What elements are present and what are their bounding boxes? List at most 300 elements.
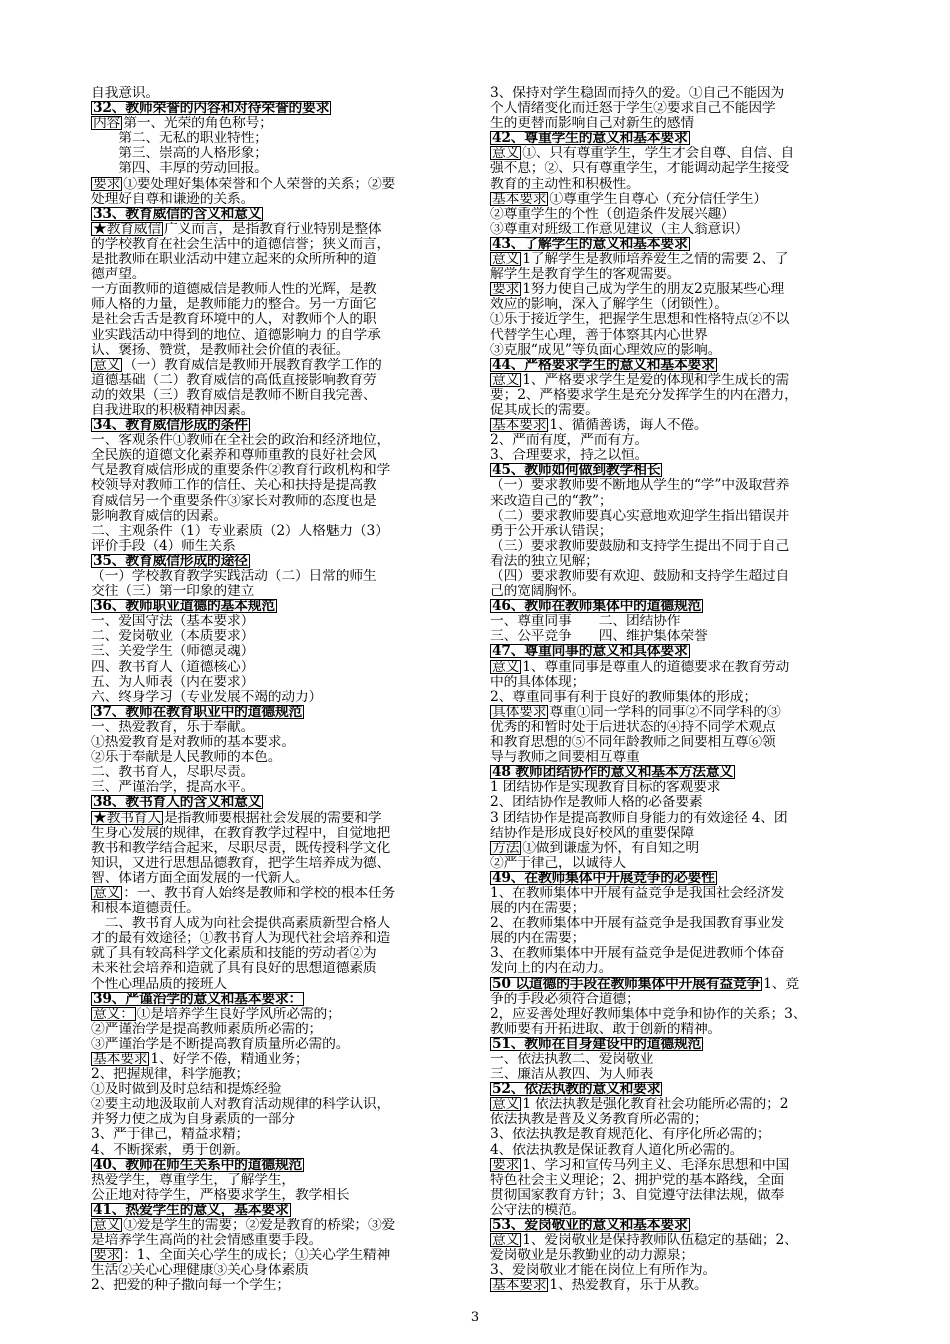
text-line — [490, 1278, 860, 1293]
section-heading — [91, 1158, 466, 1173]
line-text: 一、客观条件①教师在全社会的政治和经济地位， — [91, 433, 391, 449]
text-line — [91, 539, 466, 554]
text-line — [91, 494, 466, 509]
text-line — [91, 1188, 466, 1203]
section-heading — [91, 795, 466, 810]
line-text: ①热爱教育是对教师的基本要求。 — [91, 735, 295, 751]
text-line — [490, 826, 860, 841]
text-line — [91, 312, 466, 327]
line-text: 和根本道德责任。 — [91, 901, 200, 917]
line-text: 1、学习和宣传马列主义、毛泽东思想和中国 — [522, 1157, 790, 1173]
text-line — [490, 222, 860, 237]
line-text: 结协作是形成良好校风的重要保障 — [490, 825, 694, 841]
text-line — [91, 629, 466, 644]
text-line — [490, 101, 860, 116]
text-line — [91, 1127, 466, 1142]
text-line — [490, 509, 860, 524]
line-text: 要；2、严格要求学生是充分发挥学生的内在潜力， — [490, 387, 798, 403]
text-line — [490, 86, 860, 101]
text-line — [490, 841, 860, 856]
text-line — [490, 1158, 860, 1173]
heading-box: 50 以道德的手段在教师集体中开展有益竞争 — [492, 976, 761, 992]
label-box: 具体要求 — [492, 704, 547, 720]
label-box: 基本要求 — [492, 1278, 547, 1294]
text-line — [490, 161, 860, 176]
section-heading — [91, 554, 466, 569]
line-text: 一、依法执教二、爱岗敬业 — [490, 1052, 654, 1067]
heading-box: 33、教育威信的含义和意义 — [93, 206, 262, 222]
line-text: 1努力使自己成为学生的朋友2克服某些心理 — [522, 282, 785, 298]
label-box: 意义 — [492, 1233, 520, 1249]
line-text: ①、只有尊重学生，学生才会自尊、自信、自 — [522, 146, 795, 162]
text-line — [91, 1248, 466, 1263]
text-line — [490, 660, 860, 675]
heading-box: 41、热爱学生的意义，基本要求 — [93, 1202, 289, 1218]
text-line — [91, 358, 466, 373]
text-line — [91, 871, 466, 886]
heading-box: 44、严格要求学生的意义和基本要求 — [492, 357, 715, 373]
text-line — [91, 584, 466, 599]
line-text: （一）要求教师要不断地从学生的“学”中汲取营养 — [490, 478, 790, 494]
text-line — [490, 433, 860, 448]
line-text: ①是培养学生良好学风所必需的； — [136, 1006, 341, 1022]
line-text: 气是教育威信形成的重要条件②教育行政机构和学 — [91, 463, 391, 479]
text-line — [91, 614, 466, 629]
text-line — [490, 1067, 860, 1082]
line-text: 争的手段必须符合道德； — [490, 991, 640, 1007]
text-line — [490, 735, 860, 750]
line-text: ：1、全面关心学生的成长；①关心学生精神 — [123, 1248, 391, 1264]
line-text: ：一、教书育人始终是教师和学校的根本任务 — [123, 885, 396, 901]
line-text: 评价手段（4）师生关系 — [91, 538, 236, 554]
line-text: 未来社会培养和造就了具有良好的思想道德素质 — [91, 961, 377, 977]
line-text: 自我意识。 — [91, 86, 159, 101]
text-line — [91, 1218, 466, 1233]
line-text: 3、严于律己，精益求精； — [91, 1127, 250, 1143]
line-text: 生身心发展的规律，在教育教学过程中，自觉地把 — [91, 825, 391, 841]
text-line — [490, 1248, 860, 1263]
line-text: 动的效果（三）教育威信是教师不断自我完善、 — [91, 387, 377, 403]
line-text: 三、廉洁从教四、为人师表 — [490, 1067, 654, 1083]
text-line — [490, 750, 860, 765]
text-line — [91, 1097, 466, 1112]
text-line — [490, 946, 860, 961]
heading-box: 42、尊重学生的意义和基本要求 — [492, 131, 688, 147]
line-text: 生活②关心心理健康③关心身体素质 — [91, 1263, 309, 1279]
line-text: 教师要有开拓进取、敢于创新的精神。 — [490, 1021, 722, 1037]
text-line — [91, 841, 466, 856]
section-heading — [490, 358, 860, 373]
line-text: ③克服“成见”等负面心理效应的影响。 — [490, 342, 722, 358]
line-text: 公守法的模范。 — [490, 1202, 586, 1218]
text-line — [490, 282, 860, 297]
line-text: 二、爱岗敬业（本质要求） — [91, 629, 255, 645]
line-text: 三、公平竞争 四、维护集体荣誉 — [490, 629, 708, 645]
section-heading — [490, 1037, 860, 1052]
text-line — [91, 765, 466, 780]
line-text: 是社会舌舌是教育环境中的人，对教师个人的职 — [91, 312, 377, 328]
line-text: ①尊重学生自尊心（充分信任学生） — [549, 191, 767, 207]
line-text: 第一、光荣的角色称号； — [123, 116, 273, 132]
line-text: 看法的独立见解； — [490, 553, 599, 569]
line-text: 1 团结协作是实现教育目标的客观要求 — [490, 780, 721, 796]
label-box: 内容 — [93, 116, 121, 132]
line-text: 个人情绪变化而迁怒于学生②要求自己不能因学 — [490, 101, 776, 117]
text-line — [91, 826, 466, 841]
section-heading — [490, 131, 860, 146]
line-text: 展的内在需要； — [490, 931, 586, 947]
text-line — [91, 931, 466, 946]
heading-box: 43、了解学生的意义和基本要求 — [492, 236, 688, 252]
line-text: 三、关爱学生（师德灵魂） — [91, 644, 255, 660]
text-line — [91, 946, 466, 961]
label-box: 意义： — [93, 1006, 134, 1022]
text-line — [91, 524, 466, 539]
label-box: 意义 — [492, 372, 520, 388]
text-line — [91, 252, 466, 267]
line-text: 二、主观条件（1）专业素质（2）人格魅力（3） — [91, 523, 389, 539]
line-text: 1、循循善诱，诲人不倦。 — [549, 418, 708, 434]
text-line — [490, 1112, 860, 1127]
heading-box: 38、教书育人的含义和意义 — [93, 795, 262, 811]
section-heading — [91, 705, 466, 720]
text-line — [91, 675, 466, 690]
label-box: 要求 — [93, 176, 121, 192]
label-box: 意义 — [93, 357, 121, 373]
line-text: 贯彻国家教育方针；3、自觉遵守法律法规，做奉 — [490, 1187, 785, 1203]
heading-box: 49、在教师集体中开展竞争的必要性 — [492, 870, 715, 886]
line-text: 自我进取的积极精神因素。 — [91, 402, 255, 418]
text-line — [490, 1143, 860, 1158]
line-text: 一、热爱教育，乐于奉献。 — [91, 719, 255, 735]
text-line — [91, 811, 466, 826]
line-text: 校领导对教师工作的信任、关心和扶持是提高教 — [91, 478, 377, 494]
label-box: 基本要求 — [93, 1052, 148, 1067]
section-heading — [490, 765, 860, 780]
line-text: 3 团结协作是提高教师自身能力的有效途径 4、团 — [490, 810, 788, 826]
text-line — [91, 86, 466, 101]
text-line — [91, 1233, 466, 1248]
heading-box: 45、教师如何做到教学相长 — [492, 463, 661, 479]
text-line — [91, 856, 466, 871]
line-text: ②严谨治学是提高教师素质所必需的； — [91, 1021, 323, 1037]
line-text: 生的更替而影响自己对新生的感情 — [490, 116, 694, 132]
text-line — [490, 539, 860, 554]
text-line — [91, 433, 466, 448]
line-text: 认、褒扬、赞赏，是教师社会价值的表征。 — [91, 342, 350, 358]
section-heading — [490, 237, 860, 252]
heading-box: 36、教师职业道德的基本规范 — [93, 599, 275, 615]
line-text: 二、教书育人成为向社会提供高素质新型合格人 — [91, 916, 391, 932]
label-box: 意义 — [93, 1218, 121, 1234]
page-number: 3 — [470, 1310, 480, 1325]
label-box: 意义 — [93, 885, 121, 901]
line-text: 促其成长的需要。 — [490, 402, 599, 418]
line-text: 勇于公开承认错误； — [490, 523, 613, 539]
text-line — [490, 1052, 860, 1067]
text-line — [91, 780, 466, 795]
line-text: 育威信另一个重要条件③家长对教师的态度也是 — [91, 493, 377, 509]
text-line — [490, 554, 860, 569]
text-line — [91, 509, 466, 524]
text-line — [91, 1052, 466, 1067]
text-line — [490, 690, 860, 705]
text-line — [490, 448, 860, 463]
line-text: 交往（三）第一印象的建立 — [91, 584, 255, 600]
text-line — [490, 373, 860, 388]
text-line — [490, 312, 860, 327]
text-line — [490, 207, 860, 222]
line-text: 二、教书育人，尽职尽责。 — [91, 765, 255, 781]
line-text: 个性心理品质的接班人 — [91, 976, 227, 992]
text-line — [91, 131, 466, 146]
label-box: 要求 — [93, 1248, 121, 1264]
text-line — [91, 373, 466, 388]
line-text: 优秀的和暂时处于后进状态的④持不同学术观点 — [490, 719, 776, 735]
line-text: 一、爱国守法（基本要求） — [91, 614, 255, 630]
line-text: 智、体诸方面全面发展的一代新人。 — [91, 870, 309, 886]
line-text: 依法执教是普及义务教育所必需的； — [490, 1112, 708, 1128]
text-line — [490, 1022, 860, 1037]
right-column — [490, 86, 860, 1294]
line-text: 2，应妥善处理好教师集体中竞争和协作的关系；3、 — [490, 1006, 807, 1022]
line-text: （二）要求教师要真心实意地欢迎学生指出错误并 — [490, 508, 790, 524]
text-line — [91, 720, 466, 735]
text-line — [91, 660, 466, 675]
line-text: 3、合理要求，持之以恒。 — [490, 448, 649, 464]
line-text: 业实践活动中得到的地位、道德影响力 的自学承 — [91, 327, 381, 343]
line-text: 强不息；②、只有尊重学生，才能调动起学生接受 — [490, 161, 790, 177]
text-line — [490, 328, 860, 343]
line-text: 才的最有效途径；①教书育人为现代社会培养和造 — [91, 931, 391, 947]
text-line — [490, 992, 860, 1007]
text-line — [490, 1007, 860, 1022]
heading-box: 46、教师在教师集体中的道德规范 — [492, 599, 702, 615]
text-line — [490, 675, 860, 690]
text-line — [490, 856, 860, 871]
text-line — [91, 478, 466, 493]
line-text: 教育的主动性和积极性。 — [490, 176, 640, 192]
text-line — [91, 961, 466, 976]
line-text: 师人格的力量，是教师能力的整合。另一方面它 — [91, 297, 377, 313]
text-line — [91, 977, 466, 992]
text-line — [91, 750, 466, 765]
line-text: 第四、丰厚的劳动回报。 — [91, 161, 268, 177]
text-line — [490, 916, 860, 931]
line-text: （一）学校教育教学实践活动（二）日常的师生 — [91, 569, 377, 584]
text-line — [490, 478, 860, 493]
text-line — [490, 343, 860, 358]
text-line — [91, 177, 466, 192]
text-line — [490, 494, 860, 509]
line-text: 展的内在需要； — [490, 901, 586, 917]
line-text: 1、好学不倦，精通业务； — [150, 1052, 309, 1067]
line-text: 1 依法执教是强化教育社会功能所必需的；2 — [522, 1097, 789, 1113]
line-text: ②尊重学生的个性（创造条件发展兴趣） — [490, 206, 735, 222]
text-line — [490, 1203, 860, 1218]
text-line — [490, 795, 860, 810]
line-text: 3、在教师集体中开展有益竞争是促进教师个体奋 — [490, 946, 785, 962]
label-box: 基本要求 — [492, 191, 547, 207]
text-line — [91, 282, 466, 297]
line-text: 发向上的内在动力。 — [490, 961, 613, 977]
text-line — [91, 237, 466, 252]
text-line — [490, 1097, 860, 1112]
heading-box: 47、尊重同事的意义和具体要求 — [492, 644, 688, 660]
text-line — [91, 690, 466, 705]
text-line — [91, 644, 466, 659]
text-line — [490, 192, 860, 207]
line-text: 是指教师要根据社会发展的需要和学 — [163, 810, 382, 826]
line-text: ①及时做到及时总结和提炼经验 — [91, 1082, 282, 1098]
text-line — [490, 116, 860, 131]
label-box: 意义 — [492, 1097, 520, 1113]
text-line — [91, 569, 466, 584]
text-line — [91, 1112, 466, 1127]
line-text: 2、严而有度，严而有方。 — [490, 433, 649, 449]
line-text: 1了解学生是教师培养爱生之情的需要 2、了 — [522, 252, 789, 268]
line-text: 2、把握规律，科学施教； — [91, 1067, 250, 1083]
text-line — [490, 629, 860, 644]
line-text: 1、在教师集体中开展有益竞争是我国社会经济发 — [490, 885, 785, 901]
line-text: 全民族的道德文化素养和尊师重教的良好社会风 — [91, 448, 377, 464]
text-line — [490, 1127, 860, 1142]
label-box: 基本要求 — [492, 418, 547, 434]
text-line — [91, 1143, 466, 1158]
text-line — [91, 343, 466, 358]
line-text: ②要主动地汲取前人对教育活动规律的科学认识， — [91, 1097, 391, 1113]
line-text: 己的宽阔胸怀。 — [490, 584, 586, 600]
text-line — [490, 705, 860, 720]
text-line — [91, 222, 466, 237]
line-text: 3、保持对学生稳固而持久的爱。①自己不能因为 — [490, 86, 785, 101]
text-line — [490, 886, 860, 901]
section-heading — [490, 1218, 860, 1233]
text-line — [490, 720, 860, 735]
section-heading — [490, 977, 860, 992]
heading-box: 51、教师在自身建设中的道德规范 — [492, 1036, 702, 1052]
text-line — [91, 735, 466, 750]
text-line — [91, 388, 466, 403]
section-heading — [91, 101, 466, 116]
text-line — [91, 1007, 466, 1022]
text-line — [91, 116, 466, 131]
text-line — [490, 267, 860, 282]
line-text: 五、为人师表（内在要求） — [91, 674, 255, 690]
line-text: 影响教育威信的因素。 — [91, 508, 227, 524]
line-text: ①乐于接近学生，把握学生思想和性格特点②不以 — [490, 312, 790, 328]
line-text: 中的具体体现； — [490, 674, 586, 690]
text-line — [490, 146, 860, 161]
text-line — [91, 1173, 466, 1188]
heading-box: 32、教师荣誉的内容和对待荣誉的要求 — [93, 101, 330, 117]
line-text: 并努力使之成为自身素质的一部分 — [91, 1112, 295, 1128]
line-text: 一方面教师的道德威信是教师人性的光辉，是教 — [91, 282, 377, 298]
text-line — [91, 1263, 466, 1278]
line-text: 2、团结协作是教师人格的必备要素 — [490, 795, 703, 811]
line-text: 就了具有较高科学文化素质和技能的劳动者②为 — [91, 946, 377, 962]
line-text: 4、依法执教是保证教育人道化所必需的。 — [490, 1142, 744, 1158]
line-text: 3、爱岗敬业才能在岗位上有所作为。 — [490, 1263, 717, 1279]
line-text: （一）教育威信是教师开展教育教学工作的 — [123, 357, 382, 373]
label-box: 意义 — [492, 146, 520, 162]
line-text: 解学生是教育学生的客观需要。 — [490, 267, 681, 283]
text-line — [490, 931, 860, 946]
heading-box: 34、教育威信形成的条件 — [93, 418, 248, 434]
line-text: 特色社会主义理论；2、拥护党的基本路线，全面 — [490, 1172, 785, 1188]
label-box: 要求 — [492, 1157, 520, 1173]
line-text: ①做到谦虚为怀，有自知之明 — [522, 840, 699, 856]
text-line — [91, 328, 466, 343]
text-line — [91, 448, 466, 463]
line-text: 德声望。 — [91, 267, 146, 283]
line-text: 4、不断探索，勇于创新。 — [91, 1142, 250, 1158]
section-heading — [91, 418, 466, 433]
text-line — [91, 886, 466, 901]
left-column — [91, 86, 466, 1294]
section-heading — [490, 463, 860, 478]
heading-box: 52、依法执教的意义和要求 — [492, 1082, 661, 1098]
line-text: 和教育思想的⑤不同年龄教师之间要相互尊⑥领 — [490, 735, 776, 751]
text-line — [490, 901, 860, 916]
section-heading — [490, 1082, 860, 1097]
line-text: 爱岗敬业是乐教勤业的动力源泉； — [490, 1248, 694, 1264]
text-line — [490, 1188, 860, 1203]
section-heading — [91, 207, 466, 222]
line-text: 处理好自尊和谦逊的关系。 — [91, 191, 255, 207]
line-text: 热爱学生，尊重学生，了解学生， — [91, 1172, 295, 1188]
section-heading — [490, 599, 860, 614]
heading-box: 40、教师在师生关系中的道德规范 — [93, 1157, 303, 1173]
heading-box: 35、教育威信形成的途径 — [93, 553, 248, 569]
line-text: 1、严格要求学生是爱的体现和学生成长的需 — [522, 372, 790, 388]
text-line — [490, 811, 860, 826]
line-text: 四、教书育人（道德核心） — [91, 659, 255, 675]
text-line — [490, 403, 860, 418]
line-text: （四）要求教师要有欢迎、鼓励和支持学生超过自 — [490, 569, 790, 584]
line-text: 代替学生心理，善于体察其内心世界 — [490, 327, 708, 343]
heading-box: 37、教师在教育职业中的道德规范 — [93, 704, 303, 720]
line-text: ③尊重对班级工作意见建议（主人翁意识） — [490, 221, 749, 237]
label-box: ★教育威信 — [93, 221, 161, 237]
text-line — [490, 614, 860, 629]
line-text: 道德基础（二）教育威信的高低直接影响教育劳 — [91, 372, 377, 388]
text-line — [91, 161, 466, 176]
line-text: ②乐于奉献是人民教师的本色。 — [91, 750, 282, 766]
text-line — [91, 1278, 466, 1293]
label-box: ★教书育人 — [93, 810, 161, 826]
text-line — [490, 569, 860, 584]
text-line — [91, 901, 466, 916]
line-text: 第三、崇高的人格形象； — [91, 146, 268, 162]
text-line — [91, 1082, 466, 1097]
section-heading — [91, 599, 466, 614]
text-line — [91, 463, 466, 478]
text-line — [91, 403, 466, 418]
heading-box: 53、爱岗敬业的意义和基本要求 — [492, 1218, 688, 1234]
text-line — [490, 418, 860, 433]
section-heading — [91, 1203, 466, 1218]
line-text: 1、尊重同事是尊重人的道德要求在教育劳动 — [522, 659, 790, 675]
label-box: 意义 — [492, 252, 520, 268]
text-line — [91, 1067, 466, 1082]
text-line — [490, 1173, 860, 1188]
text-line — [91, 146, 466, 161]
line-text: 效应的影响，深入了解学生（闭锁性）。 — [490, 297, 728, 313]
section-heading — [490, 871, 860, 886]
line-text: 三、严谨治学，提高水平。 — [91, 780, 255, 796]
text-line — [91, 916, 466, 931]
